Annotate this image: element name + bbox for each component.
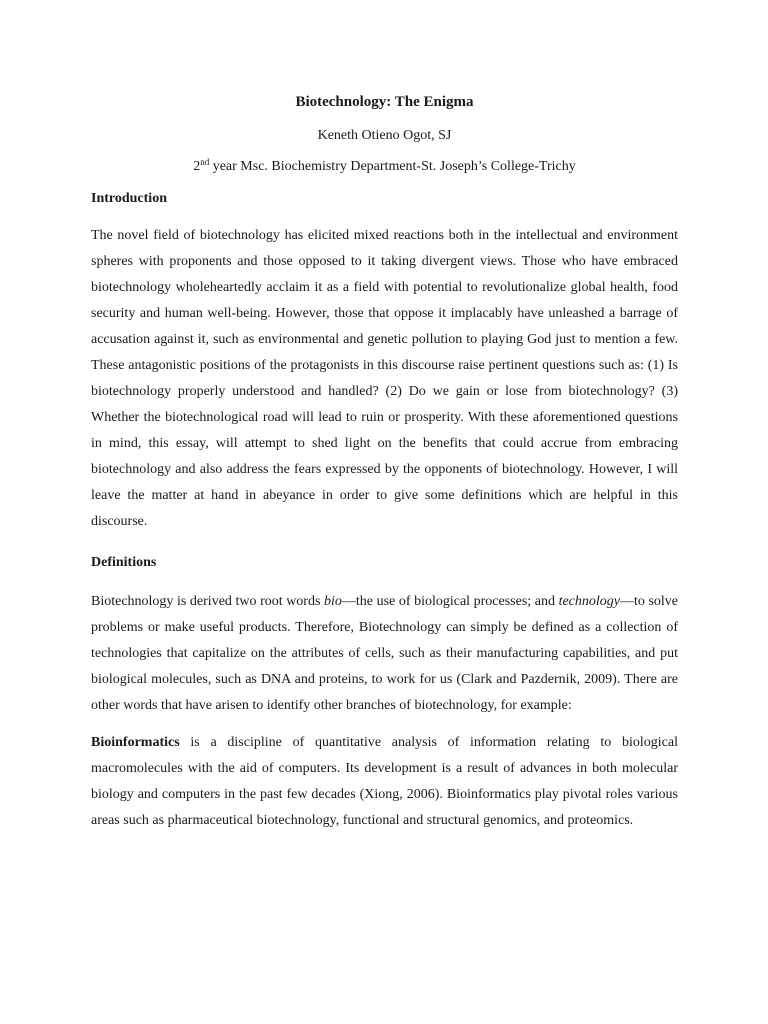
bioinformatics-paragraph: [91, 730, 678, 834]
author-affiliation: [91, 158, 678, 176]
affiliation-ordinal-number: 2: [193, 159, 201, 174]
definitions-text-part-2: —the use of biological processes; and: [341, 594, 559, 609]
term-technology: technology: [558, 594, 620, 609]
affiliation-ordinal-suffix: nd: [200, 157, 210, 167]
term-bio: bio: [324, 594, 342, 609]
section-heading-introduction: Introduction: [91, 191, 167, 206]
definitions-text-part-3: —to solve problems or make useful products. Therefore, Biotechnology can simply be defined as a collection of technologies that capitalize on the attributes of cells, such as their manufacturing capabilities, and put biological molecules, such as DNA and proteins, to work for us (Clark and Pazdernik, 2009). There are other words that have arisen to identify other branches of biotechnology, for example:: [91, 594, 679, 713]
definitions-text-part-1: Biotechnology is derived two root words: [91, 594, 325, 609]
definitions-paragraph: [91, 589, 678, 719]
bioinformatics-text: is a discipline of quantitative analysis of information relating to biological macromolecules with the aid of computers. Its development is a result of advances in both molecular biology and computers in the past few decades (Xiong, 2006). Bioinformatics play pivotal roles various areas such as pharmaceutical biotechnology, functional and structural genomics, and proteomics.: [91, 735, 678, 828]
author-name: Keneth Otieno Ogot, SJ: [317, 128, 452, 143]
affiliation-text: year Msc. Biochemistry Department-St. Joseph’s College-Trichy: [209, 159, 576, 174]
term-bioinformatics: Bioinformatics: [91, 735, 180, 750]
introduction-paragraph: The novel field of biotechnology has elicited mixed reactions both in the intellectual and environment spheres with proponents and those opposed to it taking divergent views. Those who have embraced biotechnology wholeheartedly acclaim it as a field with potential to revolutionalize global health, food security and human well-being. However, those that oppose it implacably have unleashed a barrage of accusation against it, such as environmental and genetic pollution to playing God just to mention a few. These antagonistic positions of the protagonists in this discourse raise pertinent questions such as: (1) Is biotechnology properly understood and handled? (2) Do we gain or lose from biotechnology? (3) Whether the biotechnological road will lead to ruin or prosperity. With these aforementioned questions in mind, this essay, will attempt to shed light on the benefits that could accrue from embracing biotechnology and also address the fears expressed by the opponents of biotechnology. However, I will leave the matter at hand in abeyance in order to give some definitions which are helpful in this discourse.: [91, 228, 678, 529]
section-heading-definitions: Definitions: [91, 555, 157, 570]
document-title: Biotechnology: The Enigma: [295, 94, 474, 110]
